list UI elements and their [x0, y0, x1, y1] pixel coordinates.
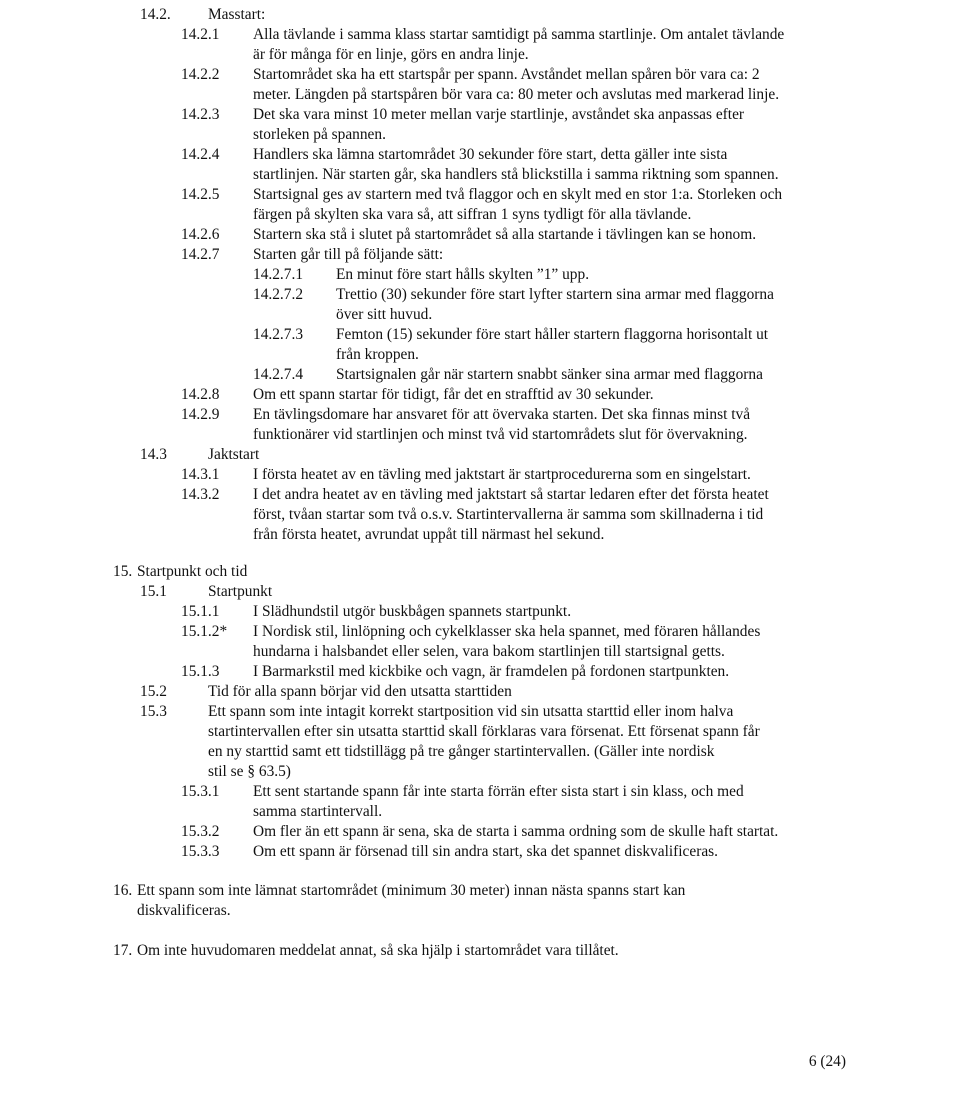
- section-text-line: stil se § 63.5): [208, 763, 291, 780]
- section-text-line: samma startintervall.: [253, 803, 383, 820]
- section-text-line: från första heatet, avrundat uppåt till närmast hel sekund.: [253, 526, 605, 543]
- section-text-line: Jaktstart: [208, 446, 260, 463]
- section-text-line: Ett spann som inte intagit korrekt startposition vid sin utsatta starttid eller inom halva: [208, 703, 734, 720]
- section-text-line: storleken på spannen.: [253, 126, 386, 143]
- section-text-line: en ny starttid samt ett tidstillägg på tre gånger startintervallen. (Gäller inte nordisk: [208, 743, 715, 760]
- section-text-line: är för många för en linje, görs en andra linje.: [253, 46, 529, 63]
- section-number: 14.3.1: [181, 466, 220, 483]
- section-text-line: Startpunkt och tid: [137, 563, 248, 580]
- section-number: 14.2.1: [181, 26, 220, 43]
- section-number: 14.2.4: [181, 146, 220, 163]
- section-number: 14.2.7.3: [253, 326, 304, 343]
- section-number: 14.2.5: [181, 186, 220, 203]
- section-text-line: Om ett spann är försenad till sin andra start, ska det spannet diskvalificeras.: [253, 843, 719, 860]
- section-text-line: Alla tävlande i samma klass startar samtidigt på samma startlinje. Om antalet tävlande: [253, 26, 785, 43]
- section-text-line: Det ska vara minst 10 meter mellan varje startlinje, avståndet ska anpassas efter: [253, 106, 745, 123]
- section-text-line: Startpunkt: [208, 583, 273, 600]
- page-number: 6 (24): [808, 1053, 846, 1070]
- section-number: 15.3: [140, 703, 167, 720]
- section-text-line: I första heatet av en tävling med jaktstart är startprocedurerna som en singelstart.: [253, 466, 751, 483]
- section-text-line: Tid för alla spann börjar vid den utsatta starttiden: [208, 683, 512, 700]
- section-text-line: I det andra heatet av en tävling med jaktstart så startar ledaren efter det första heatet: [253, 486, 769, 503]
- section-text-line: från kroppen.: [336, 346, 419, 363]
- section-text-line: först, tvåan startar som två o.s.v. Startintervallerna är samma som skillnaderna i tid: [253, 506, 764, 523]
- section-number: 14.2.7: [181, 246, 220, 263]
- section-text-line: Femton (15) sekunder före start håller startern flaggorna horisontalt ut: [336, 326, 769, 343]
- section-number: 14.3: [140, 446, 167, 463]
- section-text-line: I Slädhundstil utgör buskbågen spannets startpunkt.: [253, 603, 572, 620]
- section-text-line: Handlers ska lämna startområdet 30 sekunder före start, detta gäller inte sista: [253, 146, 728, 163]
- section-text-line: Startern ska stå i slutet på startområdet så alla startande i tävlingen kan se honom.: [253, 226, 757, 243]
- section-number: 14.2.7.4: [253, 366, 304, 383]
- section-text-line: meter. Längden på startspåren bör vara ca: 80 meter och avslutas med markerad linje.: [253, 86, 780, 103]
- section-number: 15.3.1: [181, 783, 220, 800]
- section-number: 15.1: [140, 583, 167, 600]
- section-number: 16.: [113, 882, 133, 899]
- section-text-line: startintervallen efter sin utsatta starttid skall förklaras vara försenat. Ett försenat spann får: [208, 723, 760, 740]
- section-text-line: färgen på skylten ska vara så, att siffran 1 syns tydligt för alla tävlande.: [253, 206, 692, 223]
- section-number: 14.3.2: [181, 486, 220, 503]
- section-text-line: Ett spann som inte lämnat startområdet (minimum 30 meter) innan nästa spanns start kan: [137, 882, 686, 899]
- section-text-line: diskvalificeras.: [137, 902, 231, 919]
- section-number: 14.2.: [140, 6, 171, 23]
- section-text-line: Startområdet ska ha ett startspår per spann. Avståndet mellan spåren bör vara ca: 2: [253, 66, 760, 83]
- section-text-line: Startsignal ges av startern med två flaggor och en skylt med en stor 1:a. Storleken och: [253, 186, 783, 203]
- section-number: 17.: [113, 942, 133, 959]
- section-number: 14.2.9: [181, 406, 220, 423]
- section-text-line: Om fler än ett spann är sena, ska de starta i samma ordning som de skulle haft startat.: [253, 823, 779, 840]
- section-text-line: Starten går till på följande sätt:: [253, 246, 444, 263]
- section-number: 15.1.3: [181, 663, 220, 680]
- section-text-line: Startsignalen går när startern snabbt sänker sina armar med flaggorna: [336, 366, 763, 383]
- section-text-line: över sitt huvud.: [336, 306, 433, 323]
- section-text-line: Masstart:: [208, 6, 266, 23]
- section-number: 14.2.8: [181, 386, 220, 403]
- section-number: 15.2: [140, 683, 167, 700]
- section-text-line: Om inte huvudomaren meddelat annat, så ska hjälp i startområdet vara tillåtet.: [137, 942, 619, 959]
- section-text-line: Om ett spann startar för tidigt, får det en strafftid av 30 sekunder.: [253, 386, 654, 403]
- section-number: 15.1.2*: [181, 623, 228, 640]
- section-text-line: startlinjen. När starten går, ska handlers stå blickstilla i samma riktning som spannen.: [253, 166, 779, 183]
- section-text-line: En minut före start hålls skylten ”1” upp.: [336, 266, 590, 283]
- section-text-line: hundarna i halsbandet eller selen, vara bakom startlinjen till startsignal getts.: [253, 643, 725, 660]
- section-number: 14.2.6: [181, 226, 220, 243]
- section-text-line: En tävlingsdomare har ansvaret för att övervaka starten. Det ska finnas minst två: [253, 406, 751, 423]
- section-number: 14.2.2: [181, 66, 220, 83]
- section-number: 14.2.7.1: [253, 266, 304, 283]
- section-number: 15.3.2: [181, 823, 220, 840]
- section-text-line: Trettio (30) sekunder före start lyfter startern sina armar med flaggorna: [336, 286, 774, 303]
- section-text-line: I Barmarkstil med kickbike och vagn, är framdelen på fordonen startpunkten.: [253, 663, 730, 680]
- section-number: 15.: [113, 563, 133, 580]
- section-text-line: funktionärer vid startlinjen och minst två vid startområdets slut för övervakning.: [253, 426, 748, 443]
- section-text-line: I Nordisk stil, linlöpning och cykelklasser ska hela spannet, med föraren hållandes: [253, 623, 761, 640]
- section-number: 15.1.1: [181, 603, 220, 620]
- section-number: 14.2.3: [181, 106, 220, 123]
- section-number: 14.2.7.2: [253, 286, 304, 303]
- section-number: 15.3.3: [181, 843, 220, 860]
- section-text-line: Ett sent startande spann får inte starta förrän efter sista start i sin klass, och med: [253, 783, 744, 800]
